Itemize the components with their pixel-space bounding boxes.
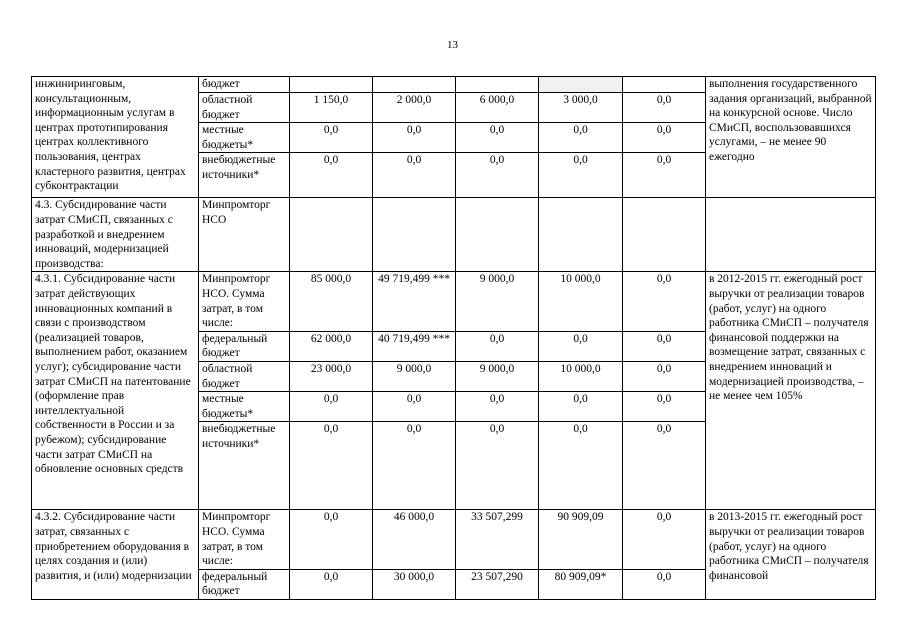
value-cell: 0,0	[539, 153, 623, 198]
source-cell: местные бюджеты*	[199, 392, 290, 422]
value-cell: 0,0	[539, 422, 623, 510]
value-cell: 9 000,0	[456, 272, 539, 331]
value-cell: 23 000,0	[290, 361, 373, 391]
value-cell: 62 000,0	[290, 331, 373, 361]
value-cell: 2 000,0	[373, 93, 456, 123]
value-cell: 0,0	[373, 153, 456, 198]
value-cell: 0,0	[290, 422, 373, 510]
value-cell: 0,0	[456, 153, 539, 198]
value-cell: 9 000,0	[373, 361, 456, 391]
value-cell: 0,0	[373, 392, 456, 422]
value-cell: 9 000,0	[456, 361, 539, 391]
value-cell: 0,0	[456, 392, 539, 422]
value-cell: 0,0	[290, 569, 373, 599]
value-cell: 0,0	[623, 272, 706, 331]
value-cell	[456, 77, 539, 93]
source-cell: внебюджетные источники*	[199, 153, 290, 198]
value-cell: 0,0	[539, 123, 623, 153]
value-cell	[623, 77, 706, 93]
value-cell: 0,0	[623, 331, 706, 361]
value-cell: 40 719,499 ***	[373, 331, 456, 361]
value-cell: 85 000,0	[290, 272, 373, 331]
value-cell: 0,0	[623, 569, 706, 599]
value-cell	[373, 77, 456, 93]
value-cell: 0,0	[373, 123, 456, 153]
value-cell: 0,0	[290, 510, 373, 569]
table-row	[32, 198, 876, 272]
value-cell: 49 719,499 ***	[373, 272, 456, 331]
value-cell: 0,0	[456, 422, 539, 510]
value-cell: 0,0	[373, 422, 456, 510]
value-cell: 23 507,290	[456, 569, 539, 599]
measure-cell: 4.3.2. Субсидирование части затрат, связанных с приобретением оборудования в целях создания и (или) развития, и (или) модернизации	[32, 510, 199, 600]
value-cell: 80 909,09*	[539, 569, 623, 599]
value-cell: 0,0	[623, 392, 706, 422]
measure-cell: инжиниринговым, консультационным, информационным услугам в центрах прототипирования центрах коллективного пользования, центрах кластерного развития, центрах субконтрактации	[32, 77, 199, 198]
value-cell: 90 909,09	[539, 510, 623, 569]
value-cell	[539, 77, 623, 93]
value-cell: 0,0	[539, 392, 623, 422]
table-row	[32, 272, 876, 331]
value-cell: 0,0	[623, 510, 706, 569]
result-cell	[706, 198, 876, 272]
value-cell: 0,0	[290, 392, 373, 422]
value-cell: 3 000,0	[539, 93, 623, 123]
value-cell: 0,0	[623, 153, 706, 198]
result-cell: в 2013-2015 гг. ежегодный рост выручки от реализации товаров (работ, услуг) на одного работника СМиСП – получателя финансовой	[706, 510, 876, 600]
program-table	[31, 76, 876, 600]
value-cell	[539, 198, 623, 272]
source-cell: внебюджетные источники*	[199, 422, 290, 510]
source-cell: бюджет	[199, 77, 290, 93]
source-cell: областной бюджет	[199, 361, 290, 391]
measure-cell: 4.3.1. Субсидирование части затрат действующих инновационных компаний в связи с производством (реализацией товаров, выполнением работ, оказанием услуг); субсидирование части затрат СМиСП на патентование (оформление прав интеллектуальной собственности в России и за рубежом); субсидирование части затрат СМиСП на обновление основных средств	[32, 272, 199, 510]
source-cell: Минпромторг НСО. Сумма затрат, в том числе:	[199, 510, 290, 569]
value-cell: 46 000,0	[373, 510, 456, 569]
source-cell: Минпромторг НСО	[199, 198, 290, 272]
value-cell: 10 000,0	[539, 272, 623, 331]
value-cell: 0,0	[623, 361, 706, 391]
value-cell: 0,0	[456, 123, 539, 153]
source-cell: местные бюджеты*	[199, 123, 290, 153]
value-cell: 0,0	[290, 123, 373, 153]
source-cell: областной бюджет	[199, 93, 290, 123]
value-cell: 6 000,0	[456, 93, 539, 123]
value-cell: 10 000,0	[539, 361, 623, 391]
value-cell: 0,0	[456, 331, 539, 361]
value-cell: 0,0	[623, 123, 706, 153]
value-cell	[373, 198, 456, 272]
value-cell: 0,0	[623, 422, 706, 510]
value-cell	[623, 198, 706, 272]
value-cell: 30 000,0	[373, 569, 456, 599]
source-cell: Минпромторг НСО. Сумма затрат, в том числе:	[199, 272, 290, 331]
value-cell: 0,0	[539, 331, 623, 361]
source-cell: федеральный бюджет	[199, 331, 290, 361]
measure-cell: 4.3. Субсидирование части затрат СМиСП, связанных с разработкой и внедрением инноваций, модернизацией производства:	[32, 198, 199, 272]
value-cell: 33 507,299	[456, 510, 539, 569]
value-cell	[290, 77, 373, 93]
value-cell: 0,0	[623, 93, 706, 123]
page-number: 13	[447, 39, 458, 51]
source-cell: федеральный бюджет	[199, 569, 290, 599]
table-row	[32, 77, 876, 93]
table-row	[32, 510, 876, 569]
value-cell: 0,0	[290, 153, 373, 198]
value-cell	[456, 198, 539, 272]
result-cell: в 2012-2015 гг. ежегодный рост выручки от реализации товаров (работ, услуг) на одного работника СМиСП – получателя финансовой поддержки на возмещение затрат, связанных с внедрением инноваций и модернизацией производства, – не менее чем 105%	[706, 272, 876, 510]
result-cell: выполнения государственного задания организаций, выбранной на конкурсной основе. Число СМиСП, воспользовавшихся услугами, – не менее 90 ежегодно	[706, 77, 876, 198]
value-cell: 1 150,0	[290, 93, 373, 123]
value-cell	[290, 198, 373, 272]
